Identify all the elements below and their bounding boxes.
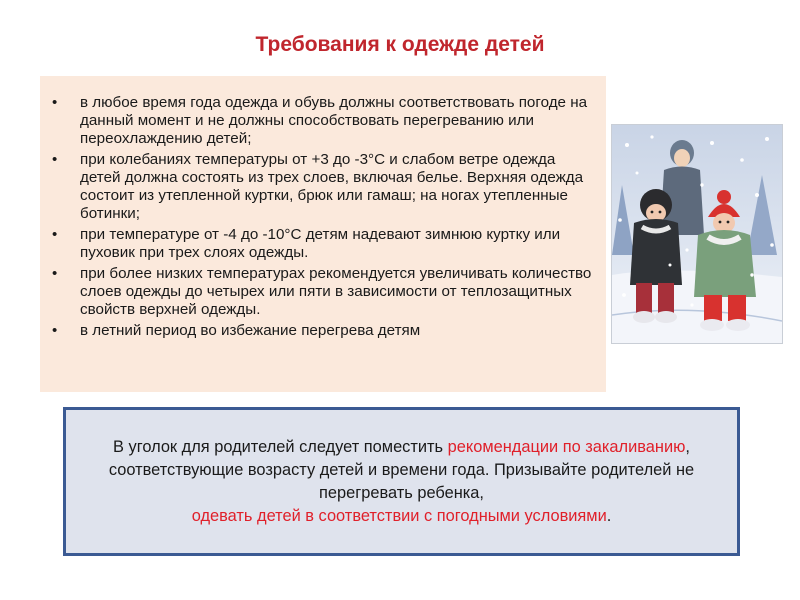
parents-corner-note [63, 407, 740, 556]
list-item: • при температуре от -4 до -10°С детям надевают зимнюю куртку или пуховик при трех слоях одежды. [80, 226, 592, 262]
list-item: • в любое время года одежда и обувь должны соответствовать погоде на данный момент и не должны способствовать перегреванию или переохлаждению детей; [80, 94, 592, 148]
slide-title: Требования к одежде детей [255, 33, 545, 56]
note-text-part: В уголок для родителей следует поместить [113, 437, 448, 456]
note-highlight-hardening: рекомендации по закаливанию [447, 437, 686, 456]
note-highlight-dress: одевать детей в соответствии с погодными условиями [191, 506, 607, 525]
note-text-part: , соответствующие возрасту детей и времени года. Призывайте родителей не перегревать ребенка, [108, 437, 695, 502]
requirements-panel [40, 76, 606, 392]
list-item: • в летний период во избежание перегрева детям [80, 322, 592, 340]
note-text-part: . [606, 506, 612, 525]
note-text [66, 436, 737, 528]
requirements-list [40, 76, 606, 340]
list-item: • при более низких температурах рекомендуется увеличивать количество слоев одежды до четырех или пяти в зависимости от теплозащитных свойств верхней одежды. [80, 265, 592, 319]
winter-children-illustration [611, 124, 783, 344]
list-item: • при колебаниях температуры от +3 до -3°С и слабом ветре одежда детей должна состоять из трех слоев, включая белье. Верхняя одежда состоит из утепленной куртки, брюк или гамаш; на ногах утепленные ботинки; [80, 151, 592, 223]
